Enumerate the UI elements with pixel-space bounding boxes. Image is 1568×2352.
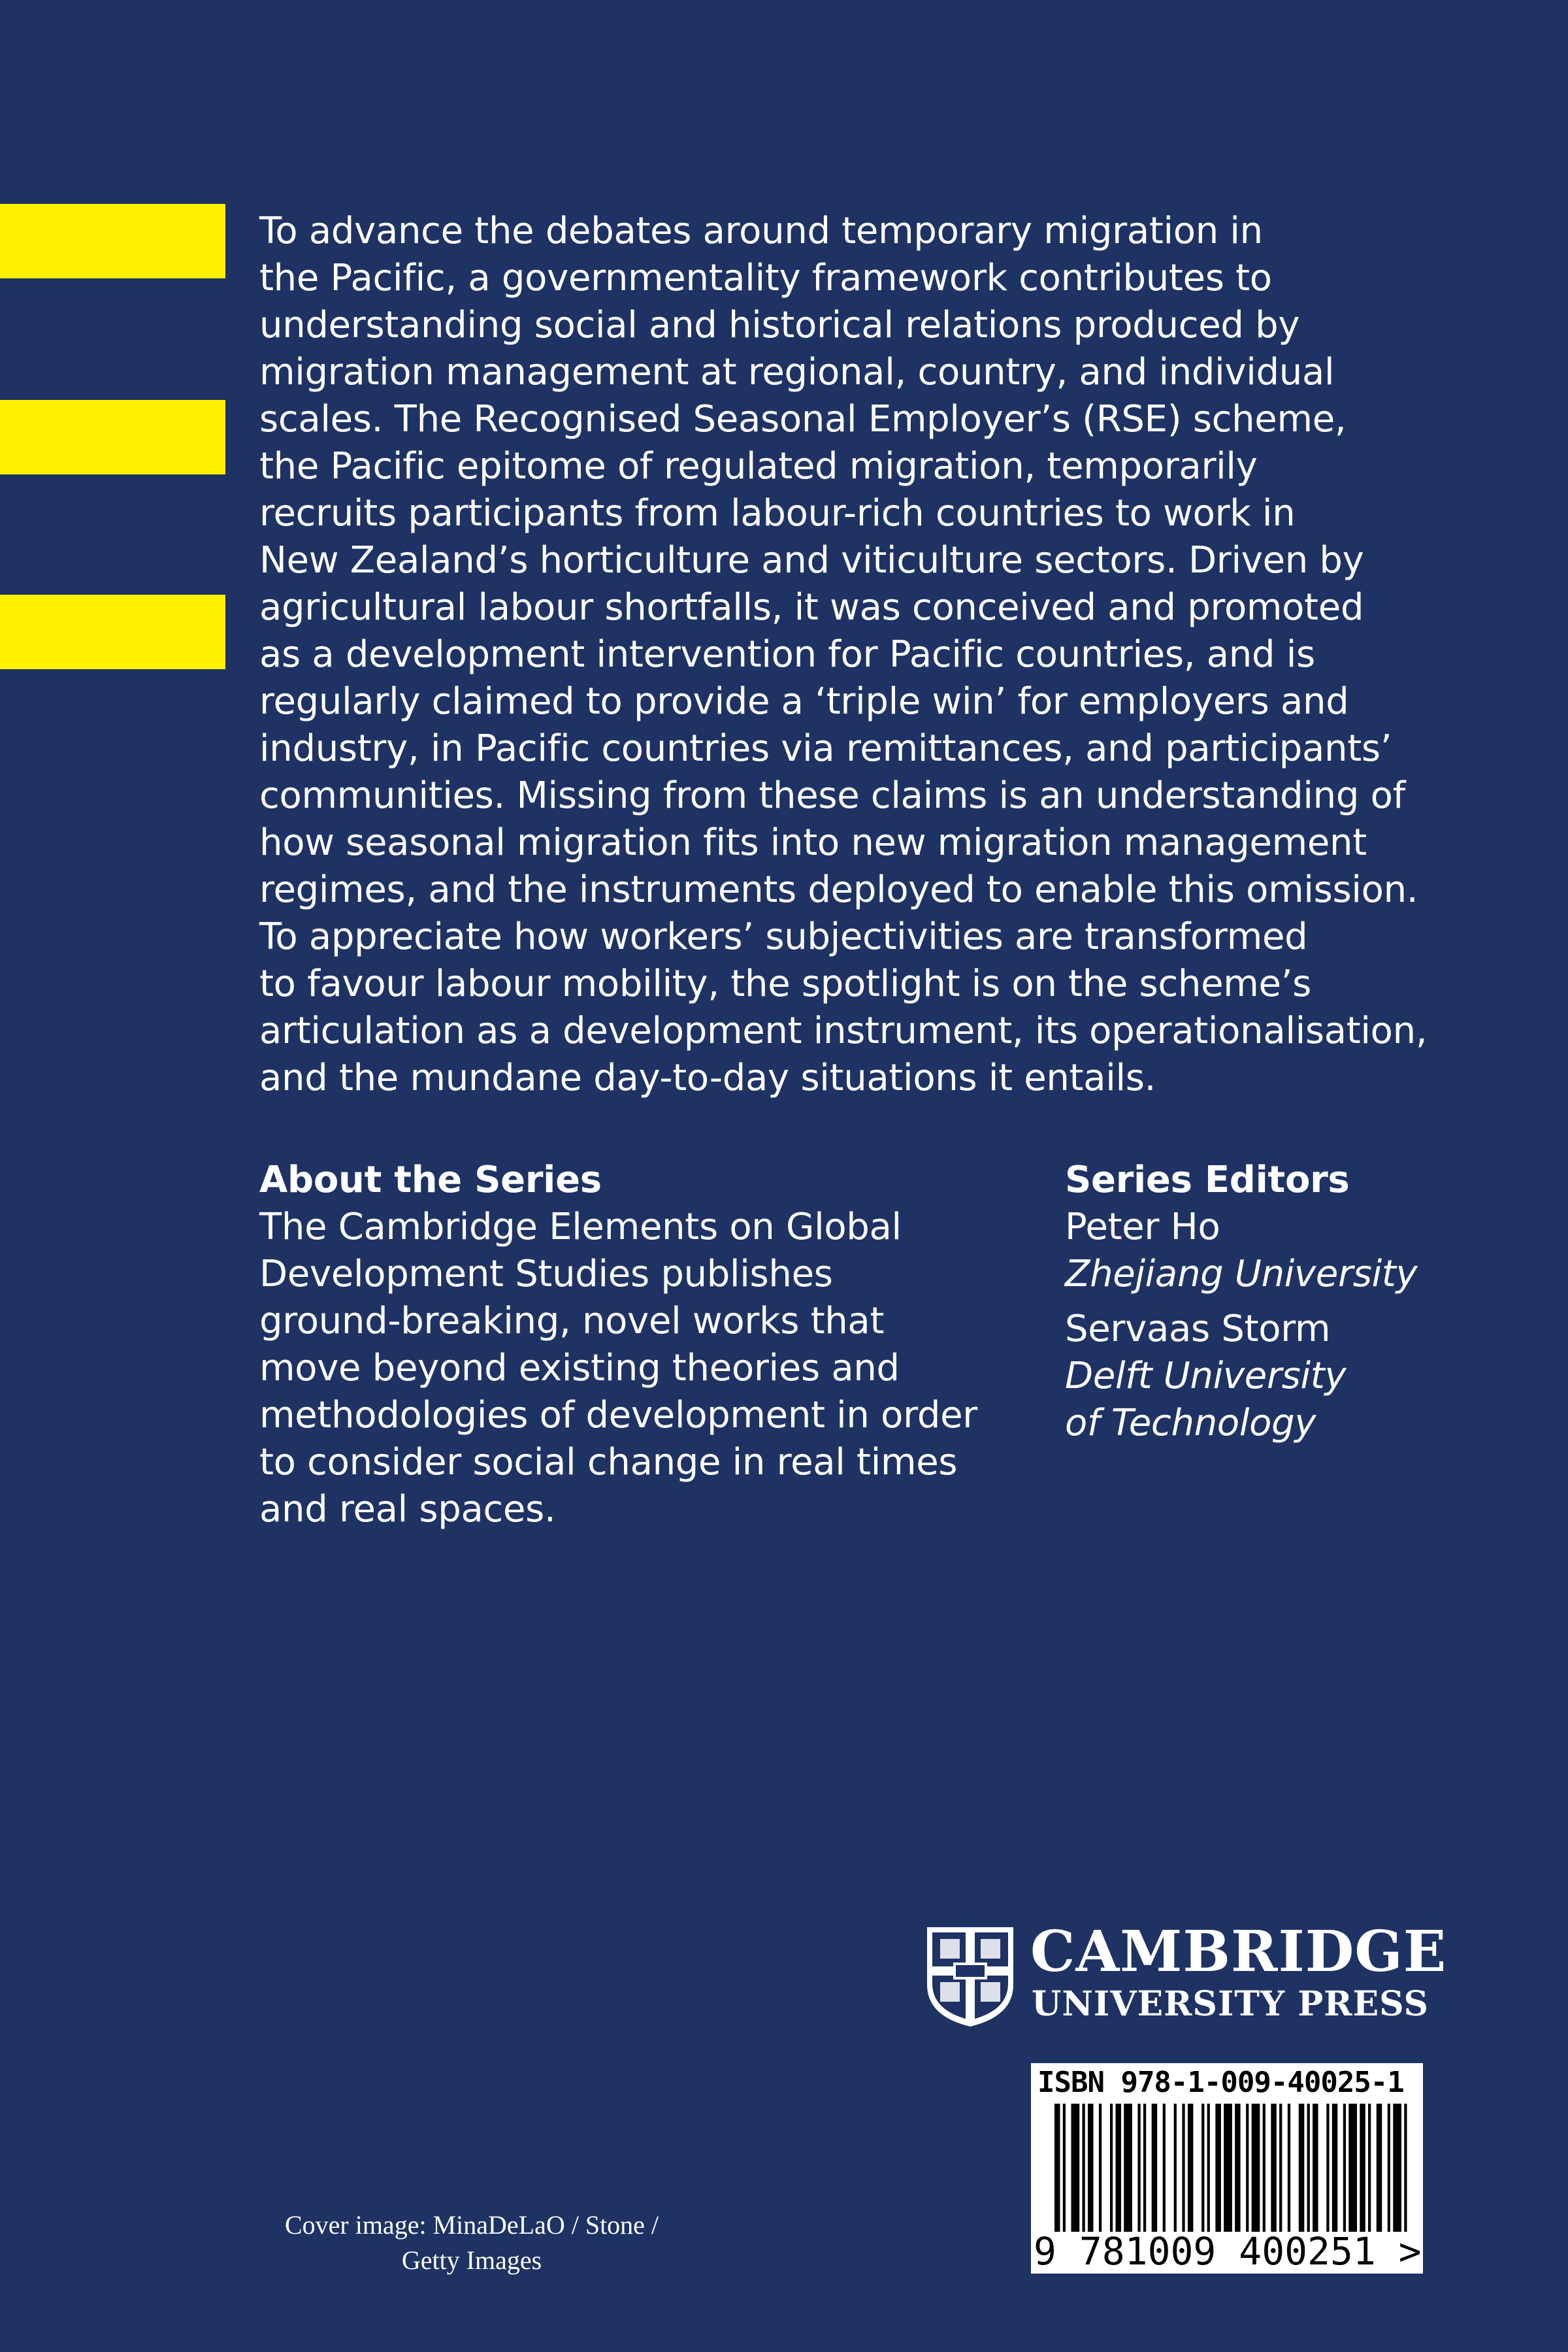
- about-heading: About the Series: [259, 1159, 602, 1201]
- about-line: ground-breaking, novel works that: [259, 1300, 885, 1342]
- publisher-subtitle: UNIVERSITY PRESS: [1032, 1984, 1429, 2024]
- about-line: to consider social change in real times: [259, 1441, 958, 1483]
- about-the-series: [259, 1157, 1017, 1533]
- barcode-digits: 9 781009 400251 >: [1034, 2229, 1422, 2274]
- blurb-line: articulation as a development instrument, its operationalisation,: [259, 1010, 1428, 1052]
- blurb-line: regularly claimed to provide a ‘triple win’ for employers and: [259, 680, 1349, 723]
- isbn-barcode: [1031, 2063, 1423, 2274]
- blurb-line: to favour labour mobility, the spotlight is on the scheme’s: [259, 963, 1312, 1005]
- blurb-line: as a development intervention for Pacific countries, and is: [259, 633, 1315, 676]
- blurb-line: To appreciate how workers’ subjectivities are transformed: [259, 916, 1308, 958]
- blurb-line: how seasonal migration fits into new migration management: [259, 821, 1367, 864]
- blurb-line: migration management at regional, country, and individual: [259, 351, 1335, 393]
- editor-affiliation: Delft University: [1065, 1355, 1347, 1397]
- blurb-line: regimes, and the instruments deployed to enable this omission.: [259, 869, 1418, 911]
- editor-entry: [1065, 1306, 1522, 1447]
- about-line: and real spaces.: [259, 1488, 556, 1531]
- yellow-stripe-2: [0, 400, 225, 474]
- publisher-name: CAMBRIDGE: [1030, 1919, 1447, 1985]
- credit-line: Cover image: MinaDeLaO / Stone /: [284, 2210, 659, 2240]
- blurb-line: understanding social and historical relations produced by: [259, 304, 1300, 346]
- about-line: move beyond existing theories and: [259, 1347, 900, 1389]
- coat-of-arms-icon: [924, 1925, 1016, 2029]
- editor-affiliation: Zhejiang University: [1065, 1253, 1418, 1295]
- yellow-stripe-1: [0, 204, 225, 278]
- editor-entry: [1065, 1204, 1522, 1298]
- editors-heading: Series Editors: [1065, 1159, 1350, 1201]
- credit-line: Getty Images: [401, 2245, 542, 2275]
- yellow-stripe-3: [0, 595, 225, 669]
- about-line: Development Studies publishes: [259, 1253, 833, 1295]
- blurb-line: the Pacific epitome of regulated migration, temporarily: [259, 445, 1258, 488]
- blurb-line: the Pacific, a governmentality framework contributes to: [259, 257, 1272, 299]
- blurb-line: industry, in Pacific countries via remittances, and participants’: [259, 727, 1392, 770]
- editor-affiliation: of Technology: [1065, 1402, 1316, 1444]
- series-editors: [1065, 1157, 1522, 1455]
- blurb-line: recruits participants from labour-rich countries to work in: [259, 492, 1296, 535]
- blurb-line: communities. Missing from these claims is an understanding of: [259, 774, 1405, 817]
- blurb-line: New Zealand’s horticulture and viticulture sectors. Driven by: [259, 539, 1364, 582]
- cambridge-logo: [924, 1919, 1447, 2029]
- blurb-line: scales. The Recognised Seasonal Employer’s (RSE) scheme,: [259, 398, 1347, 440]
- blurb-line: agricultural labour shortfalls, it was conceived and promoted: [259, 586, 1364, 629]
- about-line: The Cambridge Elements on Global: [259, 1206, 902, 1248]
- blurb-line: To advance the debates around temporary migration in: [259, 210, 1263, 252]
- editor-name: Servaas Storm: [1065, 1308, 1331, 1350]
- editor-name: Peter Ho: [1065, 1206, 1220, 1248]
- barcode-bars: [1054, 2104, 1413, 2232]
- isbn-label: ISBN 978-1-009-40025-1: [1037, 2066, 1404, 2099]
- cover-image-credit: [259, 2208, 684, 2278]
- about-line: methodologies of development in order: [259, 1394, 977, 1436]
- blurb-line: and the mundane day-to-day situations it entails.: [259, 1057, 1156, 1099]
- book-blurb: [259, 208, 1428, 1102]
